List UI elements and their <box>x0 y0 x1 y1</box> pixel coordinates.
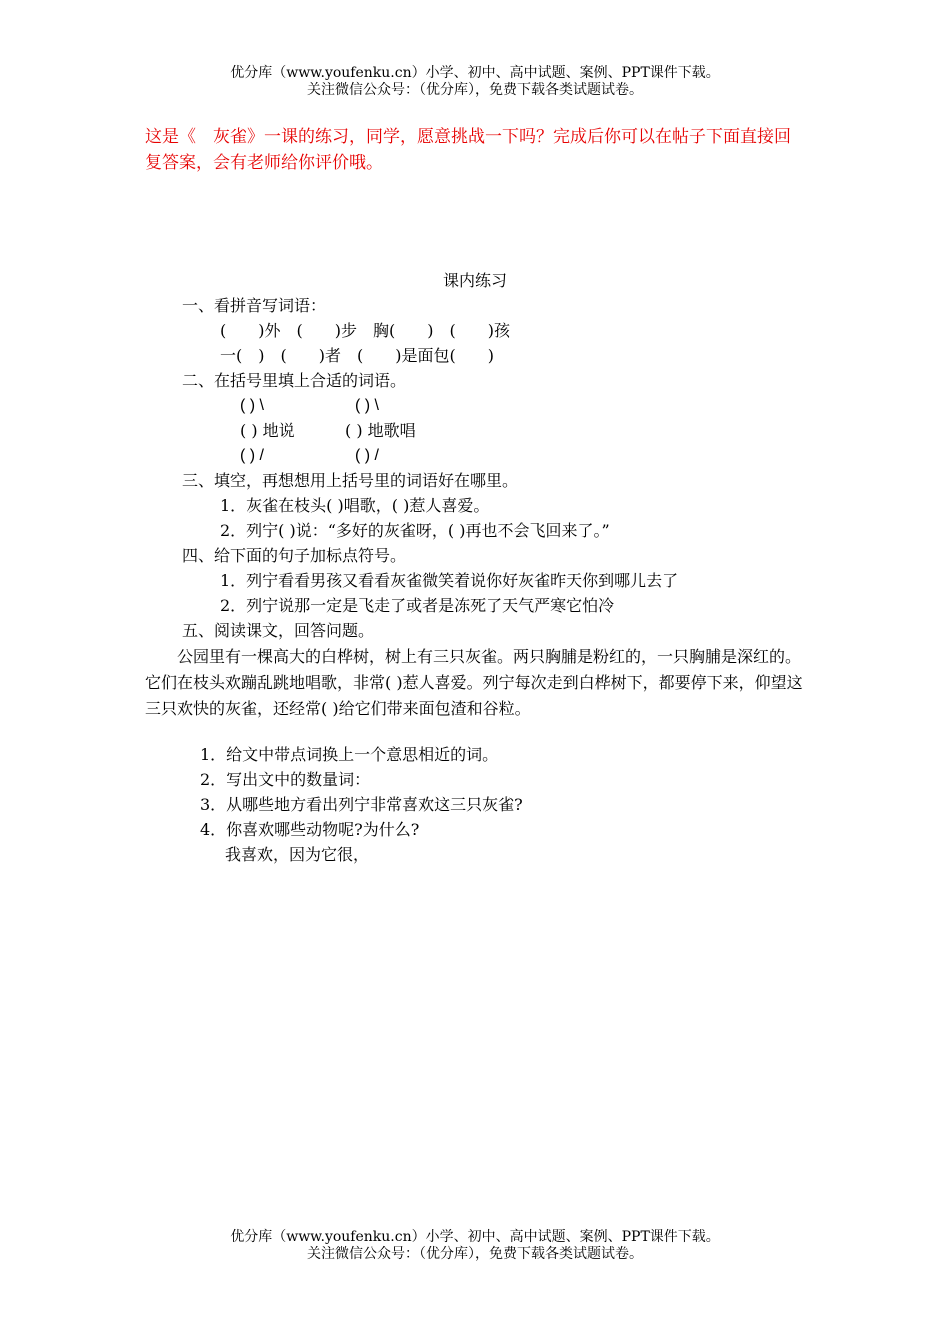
section-3-heading: 三、填空，再想想用上括号里的词语好在哪里。 <box>182 471 519 490</box>
section-5-question-4: 4．你喜欢哪些动物呢?为什么? <box>200 820 420 839</box>
page-header <box>0 65 950 99</box>
section-4-question-2: 2．列宁说那一定是飞走了或者是冻死了天气严寒它怕冷 <box>220 596 615 615</box>
footer-line-1: 优分库（www.youfenku.cn）小学、初中、高中试题、案例、PPT课件下载。 <box>230 1229 720 1245</box>
section-1-row-1: ( )外 ( )步 胸( ) ( )孩 <box>220 321 510 340</box>
section-2-r3c2: ( ) / <box>355 447 379 464</box>
page-title: 课内练习 <box>442 271 507 290</box>
header-line-1: 优分库（www.youfenku.cn）小学、初中、高中试题、案例、PPT课件下载。 <box>230 65 720 81</box>
section-5-question-3: 3．从哪些地方看出列宁非常喜欢这三只灰雀? <box>200 795 523 814</box>
header-line-2: 关注微信公众号：（优分库），免费下载各类试题试卷。 <box>307 82 643 98</box>
section-2-r2c1: ( ) 地说 <box>240 421 295 440</box>
section-3-question-1: 1．灰雀在枝头( )唱歌，( )惹人喜爱。 <box>220 496 490 515</box>
footer-line-2: 关注微信公众号：（优分库），免费下载各类试题试卷。 <box>307 1246 643 1262</box>
section-2-r1c1: ( ) \ <box>240 397 264 414</box>
section-5-question-2: 2．写出文中的数量词： <box>200 770 371 789</box>
reading-passage: 公园里有一棵高大的白桦树，树上有三只灰雀。两只胸脯是粉红的，一只胸脯是深红的。它们在枝头欢蹦乱跳地唱歌，非常( )惹人喜爱。列宁每次走到白桦树下，都要停下来，仰望这三只欢快的灰雀，还经常( )给它们带来面包渣和谷粒。 <box>145 647 803 718</box>
section-4-question-1: 1．列宁看看男孩又看看灰雀微笑着说你好灰雀昨天你到哪儿去了 <box>220 571 679 590</box>
section-1-heading: 一、看拼音写词语： <box>182 296 327 315</box>
section-2-r1c2: ( ) \ <box>355 397 379 414</box>
section-1-row-2: 一( ) ( )者 ( )是面包( ) <box>220 346 494 365</box>
section-2-r3c1: ( ) / <box>240 447 264 464</box>
section-3-question-2: 2．列宁( )说：“多好的灰雀呀，( )再也不会飞回来了。” <box>220 521 610 540</box>
section-2-r2c2: ( ) 地歌唱 <box>345 421 416 440</box>
section-4-heading: 四、给下面的句子加标点符号。 <box>182 546 407 565</box>
section-2-heading: 二、在括号里填上合适的词语。 <box>182 371 407 390</box>
section-5-heading: 五、阅读课文，回答问题。 <box>182 621 375 640</box>
answer-line: 我喜欢，因为它很， <box>225 845 370 864</box>
section-5-question-1: 1．给文中带点词换上一个意思相近的词。 <box>200 745 499 764</box>
page-footer <box>0 1229 950 1263</box>
intro-note: 这是《 灰雀》一课的练习，同学，愿意挑战一下吗？完成后你可以在帖子下面直接回复答案，会有老师给你评价哦。 <box>145 127 791 173</box>
